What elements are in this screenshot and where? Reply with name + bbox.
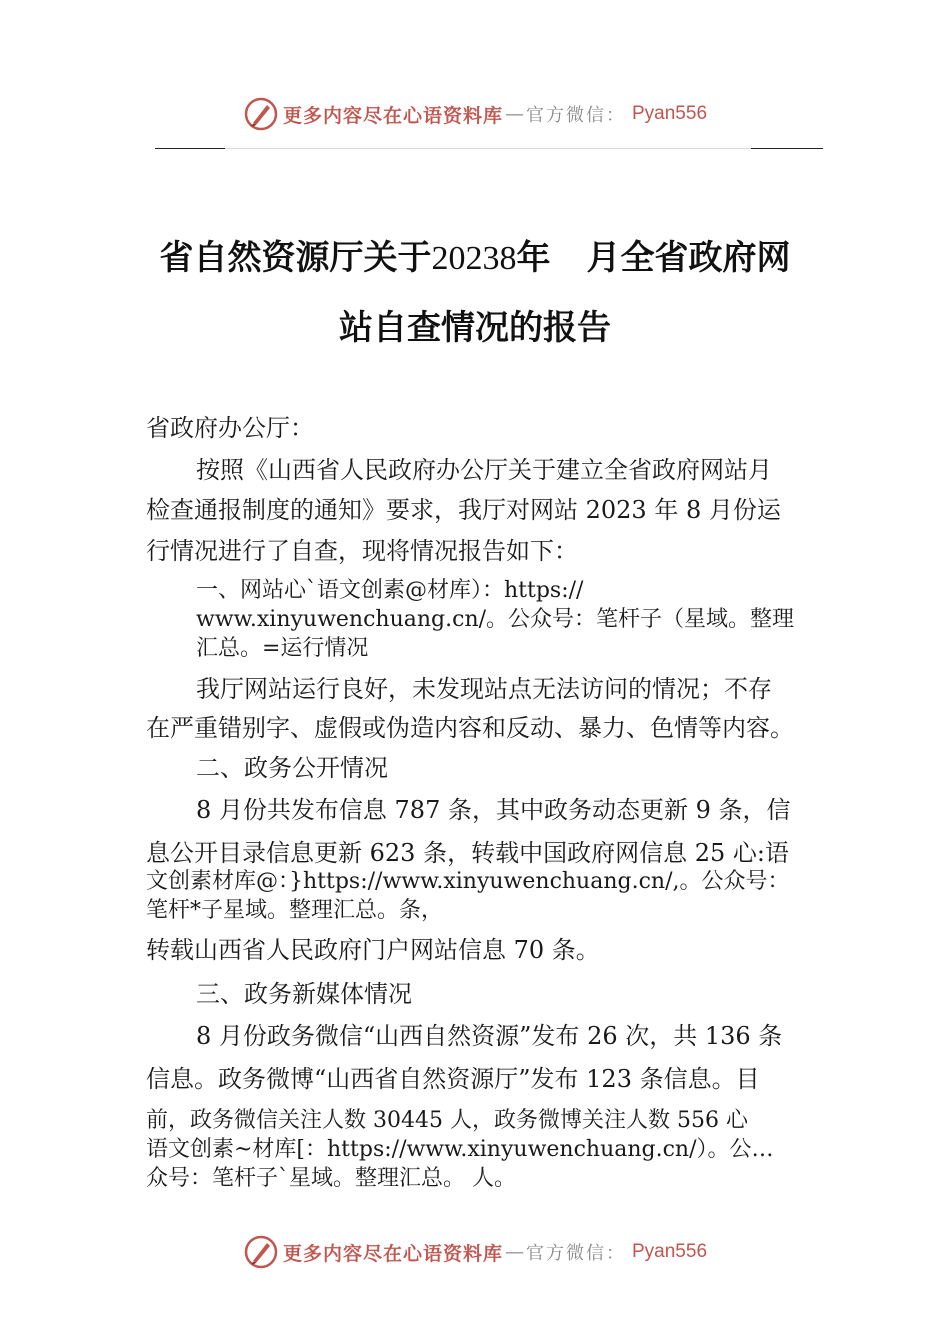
paragraph-line: 我厅网站运行良好，未发现站点无法访问的情况；不存 — [196, 675, 772, 703]
salutation: 省政府办公厅： — [146, 414, 314, 442]
section-heading: 三、政务新媒体情况 — [196, 980, 412, 1008]
paragraph-line: 在严重错别字、虚假或伪造内容和反动、暴力、色情等内容。 — [146, 714, 794, 742]
paragraph-line: 汇总。=运行情况 — [196, 636, 369, 661]
section-heading: 二、政务公开情况 — [196, 754, 388, 782]
banner-text: 更多内容尽在心语资料库 — [282, 104, 503, 127]
footer-banner — [0, 1232, 950, 1272]
wechat-id: Pyan556 — [632, 103, 708, 124]
header-rule-right — [751, 148, 823, 149]
title-suffix: 月全省政府网 — [586, 238, 791, 278]
title-year-char: 年 — [516, 238, 551, 278]
title-digit: 8 — [499, 240, 517, 277]
paragraph-line: 笔杆*子星域。整理汇总。条， — [146, 898, 444, 923]
paragraph-line: 8 月份政务微信“山西自然资源”发布 26 次，共 136 条 — [196, 1022, 783, 1050]
paragraph-line: 8 月份共发布信息 787 条，其中政务动态更新 9 条，信 — [196, 796, 791, 824]
banner-separator: — — [505, 103, 524, 125]
paragraph-line: 转载山西省人民政府门户网站信息 70 条。 — [146, 936, 600, 964]
document-title-line1 — [0, 230, 950, 279]
paragraph-line: 检查通报制度的通知》要求，我厅对网站 2023 年 8 月份运 — [146, 496, 781, 524]
paragraph-line: 文创素材库@：}https://www.xinyuwenchuang.cn/,。公众号： — [146, 869, 790, 894]
paragraph-line: 众号：笔杆子`星域。整理汇总。 人。 — [146, 1166, 516, 1191]
brush-logo-icon — [243, 1234, 279, 1270]
banner-label: 官方微信： — [526, 105, 626, 126]
paragraph-line: 语文创素~材库[：https://www.xinyuwenchuang.cn/）。公… — [146, 1137, 774, 1162]
title-year: 2023 — [431, 240, 500, 277]
header-banner — [0, 94, 950, 134]
banner-label: 官方微信： — [526, 1243, 626, 1264]
header-rule-middle — [225, 148, 751, 149]
wechat-id: Pyan556 — [632, 1241, 708, 1262]
paragraph-line: 前，政务微信关注人数 30445 人，政务微博关注人数 556 心 — [146, 1108, 748, 1133]
document-title-line2: 站自查情况的报告 — [339, 308, 611, 348]
paragraph-line: 按照《山西省人民政府办公厅关于建立全省政府网站月 — [196, 456, 772, 484]
header-rule-left — [155, 148, 225, 149]
paragraph-line: 行情况进行了自查，现将情况报告如下： — [146, 537, 578, 565]
title-prefix: 省自然资源厅关于 — [159, 238, 432, 278]
brush-logo-icon — [243, 96, 279, 132]
paragraph-line: 息公开目录信息更新 623 条，转载中国政府网信息 25 心:语 — [146, 839, 789, 867]
paragraph-line: 信息。政务微博“山西省自然资源厅”发布 123 条信息。目 — [146, 1065, 760, 1093]
banner-separator: — — [505, 1241, 524, 1263]
banner-text: 更多内容尽在心语资料库 — [282, 1242, 503, 1265]
paragraph-line: www.xinyuwenchuang.cn/。公众号：笔杆子（星域。整理 — [196, 607, 795, 632]
section-heading: 一、网站心`语文创素@材库）：https:// — [196, 578, 584, 603]
